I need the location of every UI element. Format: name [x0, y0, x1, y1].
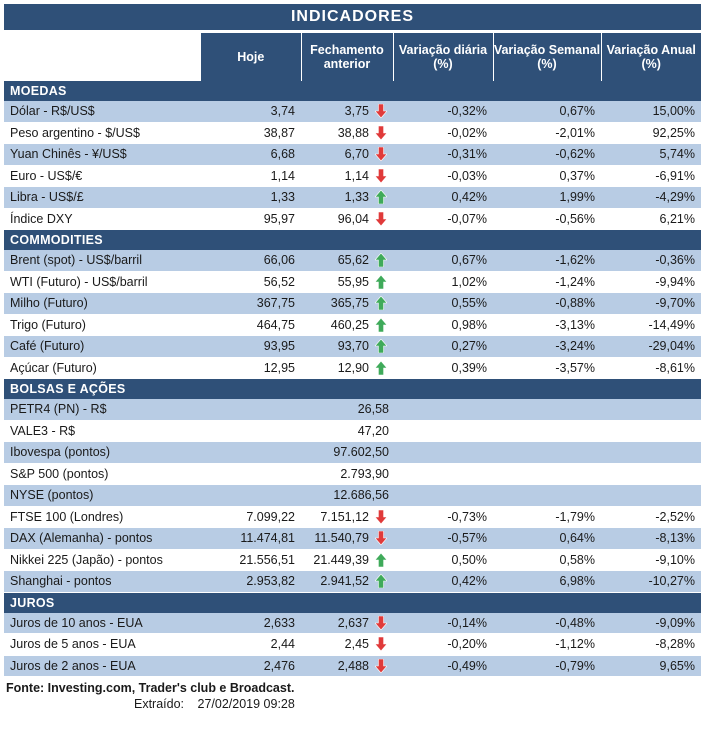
cell-variacao-anual — [601, 442, 701, 464]
table-row — [4, 420, 701, 442]
cell-variacao-diaria: -0,14% — [393, 613, 493, 634]
cell-variacao-anual: 15,00% — [601, 101, 701, 122]
section-header-row — [4, 81, 701, 101]
table-row — [4, 528, 701, 550]
row-label: PETR4 (PN) - R$ — [4, 399, 201, 420]
table-row — [4, 634, 701, 656]
row-label: Juros de 2 anos - EUA — [4, 655, 201, 677]
cell-variacao-semanal: 0,37% — [493, 165, 601, 187]
cell-variacao-semanal: 0,67% — [493, 101, 601, 122]
cell-fechamento-anterior-value: 93,70 — [337, 339, 369, 354]
cell-fechamento-anterior — [301, 528, 393, 550]
cell-variacao-diaria — [393, 463, 493, 485]
cell-fechamento-anterior — [301, 250, 393, 271]
cell-fechamento-anterior — [301, 336, 393, 358]
cell-variacao-semanal: -0,88% — [493, 293, 601, 315]
cell-fechamento-anterior — [301, 165, 393, 187]
column-header-fechamento-anterior: Fechamento anterior — [301, 33, 393, 81]
cell-fechamento-anterior — [301, 208, 393, 230]
row-label: Açúcar (Futuro) — [4, 357, 201, 379]
cell-fechamento-anterior — [301, 122, 393, 144]
cell-variacao-anual: -4,29% — [601, 187, 701, 209]
cell-fechamento-anterior-value: 2.941,52 — [320, 574, 369, 589]
cell-hoje: 2,44 — [201, 634, 301, 656]
cell-fechamento-anterior-value: 12,90 — [337, 360, 369, 375]
cell-variacao-diaria: 0,42% — [393, 571, 493, 593]
arrow-down-icon — [373, 659, 389, 673]
cell-variacao-anual: 9,65% — [601, 655, 701, 677]
cell-fechamento-anterior — [301, 442, 393, 464]
cell-hoje — [201, 399, 301, 420]
row-label: Índice DXY — [4, 208, 201, 230]
cell-variacao-anual: -9,70% — [601, 293, 701, 315]
row-label: Brent (spot) - US$/barril — [4, 250, 201, 271]
cell-variacao-semanal: -1,79% — [493, 506, 601, 528]
cell-variacao-diaria: 0,50% — [393, 549, 493, 571]
cell-fechamento-anterior-value: 26,58 — [357, 402, 389, 417]
cell-fechamento-anterior — [301, 357, 393, 379]
cell-hoje: 11.474,81 — [201, 528, 301, 550]
cell-fechamento-anterior-value: 12.686,56 — [333, 488, 389, 503]
table-row — [4, 101, 701, 122]
cell-hoje: 93,95 — [201, 336, 301, 358]
cell-variacao-diaria — [393, 442, 493, 464]
cell-fechamento-anterior — [301, 101, 393, 122]
cell-fechamento-anterior — [301, 485, 393, 507]
arrow-down-icon — [373, 126, 389, 140]
cell-fechamento-anterior-value: 65,62 — [337, 253, 369, 268]
row-label: Shanghai - pontos — [4, 571, 201, 593]
cell-variacao-semanal: -1,24% — [493, 271, 601, 293]
cell-fechamento-anterior-value: 2.793,90 — [340, 466, 389, 481]
row-label: Ibovespa (pontos) — [4, 442, 201, 464]
section-label: COMMODITIES — [4, 230, 701, 251]
cell-variacao-semanal: 6,98% — [493, 571, 601, 593]
cell-fechamento-anterior-value: 96,04 — [337, 211, 369, 226]
cell-fechamento-anterior-value: 38,88 — [337, 125, 369, 140]
cell-variacao-anual: -14,49% — [601, 314, 701, 336]
cell-variacao-diaria — [393, 399, 493, 420]
cell-fechamento-anterior-value: 97.602,50 — [333, 445, 389, 460]
column-header-hoje: Hoje — [201, 33, 301, 81]
row-label: Euro - US$/€ — [4, 165, 201, 187]
row-label: DAX (Alemanha) - pontos — [4, 528, 201, 550]
cell-variacao-anual: -9,10% — [601, 549, 701, 571]
cell-fechamento-anterior-value: 3,75 — [344, 104, 369, 119]
cell-variacao-semanal: -3,24% — [493, 336, 601, 358]
table-row — [4, 165, 701, 187]
arrow-up-icon — [373, 553, 389, 567]
table-row — [4, 571, 701, 593]
footer-source: Fonte: Investing.com, Trader's club e Broadcast. — [6, 681, 295, 695]
cell-variacao-diaria: 0,67% — [393, 250, 493, 271]
cell-fechamento-anterior — [301, 463, 393, 485]
cell-variacao-anual: -8,28% — [601, 634, 701, 656]
cell-fechamento-anterior — [301, 314, 393, 336]
cell-hoje: 2,633 — [201, 613, 301, 634]
table-row — [4, 506, 701, 528]
cell-variacao-semanal: 0,64% — [493, 528, 601, 550]
table-row — [4, 208, 701, 230]
footer-extracted-label: Extraído: — [134, 697, 185, 711]
cell-hoje: 66,06 — [201, 250, 301, 271]
page-title: INDICADORES — [4, 4, 701, 30]
arrow-up-icon — [373, 361, 389, 375]
arrow-up-icon — [373, 318, 389, 332]
cell-hoje: 38,87 — [201, 122, 301, 144]
row-label: NYSE (pontos) — [4, 485, 201, 507]
cell-variacao-anual: -6,91% — [601, 165, 701, 187]
cell-variacao-anual — [601, 399, 701, 420]
indicators-table — [4, 33, 701, 677]
cell-variacao-diaria: 0,42% — [393, 187, 493, 209]
table-row — [4, 655, 701, 677]
arrow-up-icon — [373, 275, 389, 289]
cell-variacao-anual: 92,25% — [601, 122, 701, 144]
table-row — [4, 293, 701, 315]
cell-variacao-diaria: 1,02% — [393, 271, 493, 293]
cell-fechamento-anterior — [301, 420, 393, 442]
cell-variacao-anual: -9,94% — [601, 271, 701, 293]
cell-hoje: 1,14 — [201, 165, 301, 187]
table-row — [4, 357, 701, 379]
arrow-down-icon — [373, 104, 389, 118]
cell-fechamento-anterior-value: 460,25 — [330, 317, 369, 332]
footer-extracted-value: 27/02/2019 09:28 — [197, 697, 295, 711]
cell-variacao-anual: -8,61% — [601, 357, 701, 379]
cell-fechamento-anterior-value: 365,75 — [330, 296, 369, 311]
row-label: Peso argentino - $/US$ — [4, 122, 201, 144]
cell-hoje — [201, 442, 301, 464]
arrow-up-icon — [373, 253, 389, 267]
cell-variacao-diaria: -0,31% — [393, 144, 493, 166]
row-label: Milho (Futuro) — [4, 293, 201, 315]
cell-variacao-semanal — [493, 420, 601, 442]
cell-variacao-semanal: -1,12% — [493, 634, 601, 656]
column-header-variacao-anual: Variação Anual (%) — [601, 33, 701, 81]
cell-hoje — [201, 420, 301, 442]
cell-variacao-diaria: -0,32% — [393, 101, 493, 122]
cell-hoje: 1,33 — [201, 187, 301, 209]
section-label: BOLSAS E AÇÕES — [4, 379, 701, 400]
cell-variacao-anual: -9,09% — [601, 613, 701, 634]
row-label: Nikkei 225 (Japão) - pontos — [4, 549, 201, 571]
cell-fechamento-anterior — [301, 187, 393, 209]
cell-variacao-anual: 6,21% — [601, 208, 701, 230]
row-label: Trigo (Futuro) — [4, 314, 201, 336]
arrow-down-icon — [373, 510, 389, 524]
cell-variacao-diaria — [393, 485, 493, 507]
arrow-up-icon — [373, 574, 389, 588]
cell-variacao-semanal: -2,01% — [493, 122, 601, 144]
table-row — [4, 485, 701, 507]
cell-fechamento-anterior-value: 11.540,79 — [314, 531, 369, 546]
cell-fechamento-anterior — [301, 613, 393, 634]
row-label: Juros de 10 anos - EUA — [4, 613, 201, 634]
cell-fechamento-anterior-value: 1,33 — [344, 190, 369, 205]
arrow-up-icon — [373, 296, 389, 310]
cell-variacao-semanal: 0,58% — [493, 549, 601, 571]
cell-variacao-semanal: -0,56% — [493, 208, 601, 230]
cell-variacao-diaria: -0,03% — [393, 165, 493, 187]
cell-hoje — [201, 463, 301, 485]
table-row — [4, 250, 701, 271]
column-header-variacao-semanal: Variação Semanal (%) — [493, 33, 601, 81]
cell-variacao-diaria: -0,49% — [393, 655, 493, 677]
arrow-down-icon — [373, 531, 389, 545]
arrow-down-icon — [373, 212, 389, 226]
cell-variacao-semanal — [493, 463, 601, 485]
arrow-down-icon — [373, 169, 389, 183]
cell-variacao-diaria — [393, 420, 493, 442]
row-label: FTSE 100 (Londres) — [4, 506, 201, 528]
cell-variacao-diaria: 0,98% — [393, 314, 493, 336]
cell-hoje: 21.556,51 — [201, 549, 301, 571]
cell-variacao-anual: -0,36% — [601, 250, 701, 271]
cell-variacao-anual — [601, 485, 701, 507]
table-body — [4, 81, 701, 677]
cell-hoje: 2,476 — [201, 655, 301, 677]
cell-fechamento-anterior-value: 55,95 — [337, 274, 369, 289]
row-label: WTI (Futuro) - US$/barril — [4, 271, 201, 293]
row-label: VALE3 - R$ — [4, 420, 201, 442]
cell-fechamento-anterior — [301, 144, 393, 166]
section-header-row — [4, 592, 701, 613]
cell-hoje: 95,97 — [201, 208, 301, 230]
cell-variacao-anual: -8,13% — [601, 528, 701, 550]
cell-fechamento-anterior-value: 47,20 — [357, 423, 389, 438]
row-label: Libra - US$/£ — [4, 187, 201, 209]
cell-fechamento-anterior — [301, 506, 393, 528]
table-row — [4, 549, 701, 571]
row-label: Juros de 5 anos - EUA — [4, 634, 201, 656]
row-label: Dólar - R$/US$ — [4, 101, 201, 122]
cell-fechamento-anterior — [301, 549, 393, 571]
cell-hoje: 56,52 — [201, 271, 301, 293]
cell-variacao-diaria: 0,27% — [393, 336, 493, 358]
cell-variacao-semanal: -3,13% — [493, 314, 601, 336]
cell-hoje — [201, 485, 301, 507]
cell-variacao-diaria: -0,20% — [393, 634, 493, 656]
row-label: Yuan Chinês - ¥/US$ — [4, 144, 201, 166]
cell-variacao-diaria: -0,57% — [393, 528, 493, 550]
cell-variacao-semanal: 1,99% — [493, 187, 601, 209]
cell-hoje: 2.953,82 — [201, 571, 301, 593]
section-label: JUROS — [4, 592, 701, 613]
table-row — [4, 442, 701, 464]
cell-fechamento-anterior — [301, 655, 393, 677]
table-row — [4, 122, 701, 144]
cell-variacao-semanal: -3,57% — [493, 357, 601, 379]
cell-fechamento-anterior-value: 21.449,39 — [313, 552, 369, 567]
cell-variacao-diaria: -0,73% — [393, 506, 493, 528]
section-header-row — [4, 230, 701, 251]
table-row — [4, 187, 701, 209]
footer-extracted — [4, 695, 701, 711]
cell-variacao-anual — [601, 420, 701, 442]
table-header — [4, 33, 701, 81]
cell-variacao-semanal: -0,62% — [493, 144, 601, 166]
cell-variacao-anual: 5,74% — [601, 144, 701, 166]
cell-variacao-anual: -2,52% — [601, 506, 701, 528]
cell-variacao-diaria: -0,02% — [393, 122, 493, 144]
footer — [4, 681, 701, 711]
cell-fechamento-anterior — [301, 399, 393, 420]
section-header-row — [4, 379, 701, 400]
cell-fechamento-anterior-value: 1,14 — [344, 168, 369, 183]
table-row — [4, 613, 701, 634]
cell-variacao-diaria: 0,55% — [393, 293, 493, 315]
table-row — [4, 463, 701, 485]
cell-fechamento-anterior — [301, 293, 393, 315]
cell-variacao-semanal — [493, 442, 601, 464]
cell-hoje: 464,75 — [201, 314, 301, 336]
table-row — [4, 271, 701, 293]
cell-fechamento-anterior-value: 7.151,12 — [320, 509, 369, 524]
row-label: Café (Futuro) — [4, 336, 201, 358]
cell-fechamento-anterior — [301, 634, 393, 656]
cell-variacao-semanal: -1,62% — [493, 250, 601, 271]
arrow-down-icon — [373, 637, 389, 651]
cell-hoje: 6,68 — [201, 144, 301, 166]
cell-variacao-diaria: -0,07% — [393, 208, 493, 230]
arrow-up-icon — [373, 190, 389, 204]
row-label: S&P 500 (pontos) — [4, 463, 201, 485]
indicators-sheet — [0, 4, 705, 744]
cell-fechamento-anterior-value: 2,637 — [337, 615, 369, 630]
table-row — [4, 336, 701, 358]
cell-variacao-anual: -10,27% — [601, 571, 701, 593]
cell-variacao-semanal: -0,79% — [493, 655, 601, 677]
column-header-blank — [4, 33, 201, 81]
table-row — [4, 144, 701, 166]
arrow-down-icon — [373, 147, 389, 161]
cell-variacao-diaria: 0,39% — [393, 357, 493, 379]
cell-variacao-anual: -29,04% — [601, 336, 701, 358]
section-label: MOEDAS — [4, 81, 701, 101]
arrow-down-icon — [373, 616, 389, 630]
cell-variacao-semanal: -0,48% — [493, 613, 601, 634]
table-row — [4, 399, 701, 420]
cell-fechamento-anterior — [301, 271, 393, 293]
cell-fechamento-anterior — [301, 571, 393, 593]
cell-variacao-semanal — [493, 485, 601, 507]
cell-hoje: 7.099,22 — [201, 506, 301, 528]
arrow-up-icon — [373, 339, 389, 353]
cell-hoje: 12,95 — [201, 357, 301, 379]
cell-variacao-anual — [601, 463, 701, 485]
cell-variacao-semanal — [493, 399, 601, 420]
cell-fechamento-anterior-value: 6,70 — [344, 147, 369, 162]
table-row — [4, 314, 701, 336]
column-header-variacao-diaria: Variação diária (%) — [393, 33, 493, 81]
cell-hoje: 3,74 — [201, 101, 301, 122]
cell-fechamento-anterior-value: 2,45 — [344, 637, 369, 652]
cell-fechamento-anterior-value: 2,488 — [337, 658, 369, 673]
cell-hoje: 367,75 — [201, 293, 301, 315]
